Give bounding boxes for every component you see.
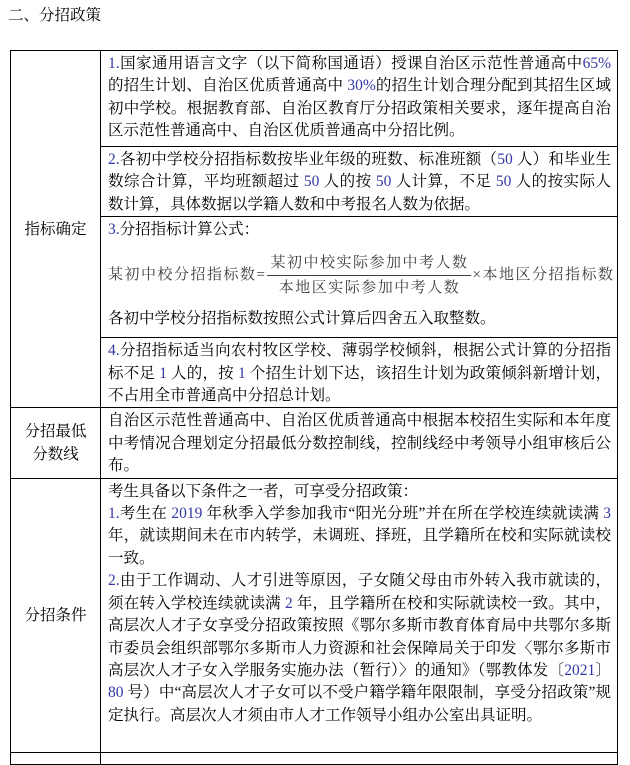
cutoff-header-cell	[11, 752, 101, 764]
quota-item-2-text: 2.各初中学校分招指标数按毕业年级的班数、标准班额（50 人）和毕业生数综合计算，平均班额超过 50 人的按 50 人计算，不足 50 人的按实际人数计算，具体数据以学籍人数和中考报名人数为依据。	[108, 151, 611, 213]
formula-lhs: 某初中校分招指标数=	[108, 267, 267, 284]
table-row	[11, 147, 618, 217]
table-row-cutoff	[11, 752, 618, 764]
section-title: 二、分招政策	[8, 7, 102, 24]
row-header-quota-determination: 指标确定	[11, 51, 101, 408]
minimum-score-line-cell	[101, 408, 618, 478]
table-row	[11, 217, 618, 338]
quota-item-1-text: 1.国家通用语言文字（以下简称国通语）授课自治区示范性普通高中65%的招生计划、自治区优质普通高中 30%的招生计划合理分配到其招生区域初中学校。根据教育部、自治区教育厅分招政策相关要求，逐年提高自治区示范性普通高中、自治区优质普通高中分招比例。	[108, 55, 611, 140]
quota-item-3-note: 各初中学校分招指标数按照公式计算后四舍五入取整数。	[108, 310, 496, 328]
quota-item-4-text: 4.分招指标适当向农村牧区学校、薄弱学校倾斜，根据公式计算的分招指标不足 1 人的，按 1 个招生计划下达，该招生计划为政策倾斜新增计划，不占用全市普通高中分招总计划。	[108, 342, 611, 405]
conditions-intro: 考生具备以下条件之一者，可享受分招政策：	[108, 482, 419, 500]
quota-item-4-cell	[101, 338, 618, 408]
table-row	[11, 338, 618, 408]
table-row	[11, 408, 618, 478]
quota-item-1-cell	[101, 51, 618, 147]
quota-item-2-cell	[101, 147, 618, 217]
cutoff-content-cell	[101, 752, 618, 764]
minimum-score-line-text: 自治区示范性普通高中、自治区优质普通高中根据本校招生实际和本年度中考情况合理划定分招最低分数控制线，控制线经中考领导小组审核后公布。	[108, 412, 611, 475]
table-row	[11, 51, 618, 147]
quota-item-3-intro: 3.分招指标计算公式：	[108, 221, 260, 239]
allocation-conditions-cell	[101, 478, 618, 752]
allocation-formula	[108, 252, 615, 300]
formula-fraction	[267, 252, 471, 300]
formula-numerator: 某初中校实际参加中考人数	[267, 252, 471, 276]
row-header-allocation-conditions: 分招条件	[11, 478, 101, 752]
conditions-item-2: 2.由于工作调动、人才引进等原因，子女随父母由市外转入我市就读的，须在转入学校连续就读满 2 年，且学籍所在校和实际就读校一致。其中，高层次人才子女享受分招政策按照《鄂尔多斯市教育体育局中共鄂尔多斯市委员会组织部鄂尔多斯市人力资源和社会保障局关于印发〈鄂尔多斯市高层次人才子女入学服务实施办法（暂行）〉的通知》（鄂教体发〔2021〕80 号）中“高层次人才子女可以不受户籍学籍年限限制，享受分招政策”规定执行。高层次人才须由市人才工作领导小组办公室出具证明。	[108, 572, 611, 724]
row-header-minimum-score-line: 分招最低分数线	[11, 408, 101, 478]
policy-table	[10, 50, 618, 765]
quota-item-3-cell	[101, 217, 618, 338]
table-row	[11, 478, 618, 752]
conditions-item-1: 1.考生在 2019 年秋季入学参加我市“阳光分班”并在所在学校连续就读满 3 年，就读期间未在市内转学，未调班、择班，且学籍所在校和实际就读校一致。	[108, 505, 611, 567]
formula-rhs: ×本地区分招指标数	[472, 267, 615, 284]
formula-denominator: 本地区实际参加中考人数	[278, 280, 461, 297]
